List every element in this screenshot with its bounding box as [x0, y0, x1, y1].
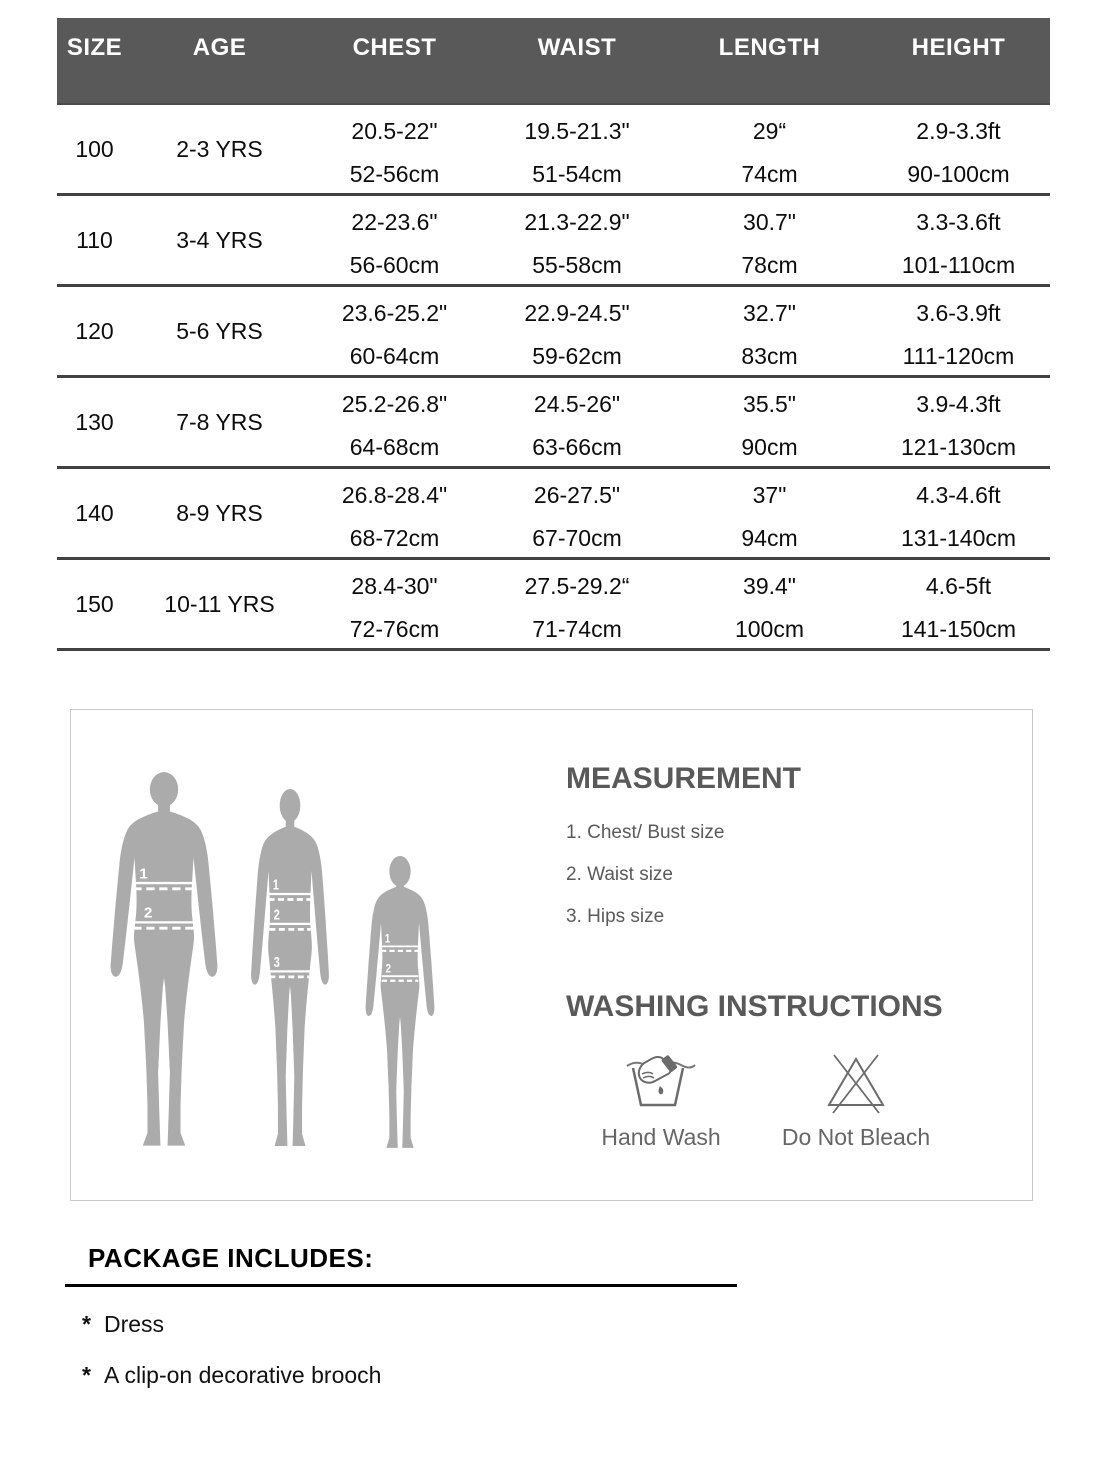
cm-value: 52-56cm	[349, 161, 440, 187]
child-waist-marker: 2	[385, 962, 392, 976]
size-cell: 150	[75, 590, 114, 617]
man-silhouette	[105, 772, 223, 1156]
cm-value: 51-54cm	[532, 161, 622, 187]
inch-value: 4.3-4.6ft	[916, 482, 1001, 508]
cm-value: 74cm	[741, 161, 798, 187]
woman-silhouette	[247, 789, 333, 1156]
measure-cell	[307, 378, 482, 466]
column-header-size: SIZE	[66, 34, 123, 61]
size-cell: 130	[75, 408, 114, 435]
measurement-item-chest: 1. Chest/ Bust size	[566, 822, 725, 843]
measurement-item-hips: 3. Hips size	[566, 906, 665, 927]
measure-cell	[482, 378, 672, 466]
size-cell: 140	[75, 499, 114, 526]
table-row	[57, 378, 1050, 469]
table-header-row	[57, 18, 1050, 105]
measure-cell	[307, 560, 482, 648]
bullet-asterisk: *	[82, 1362, 91, 1388]
table-row	[57, 105, 1050, 196]
hand-wash-label: Hand Wash	[601, 1124, 721, 1150]
do-not-bleach-symbol	[761, 1052, 951, 1151]
age-cell: 10-11 YRS	[164, 590, 275, 617]
package-item-label: A clip-on decorative brooch	[104, 1362, 382, 1388]
measure-cell	[867, 287, 1050, 375]
inch-value: 20.5-22"	[351, 118, 438, 144]
size-cell: 120	[75, 317, 114, 344]
column-header-waist: WAIST	[537, 34, 617, 61]
age-cell: 7-8 YRS	[176, 408, 263, 435]
cm-value: 90-100cm	[907, 161, 1010, 187]
measure-cell	[672, 196, 867, 284]
cm-value: 55-58cm	[532, 252, 622, 278]
package-underline	[65, 1284, 737, 1287]
measurement-item-waist: 2. Waist size	[566, 864, 673, 885]
measure-cell	[482, 287, 672, 375]
cm-value: 59-62cm	[532, 343, 622, 369]
inch-value: 24.5-26"	[533, 391, 621, 417]
woman-waist-marker: 2	[273, 906, 280, 923]
inch-value: 28.4-30"	[351, 573, 438, 599]
measure-cell	[672, 560, 867, 648]
inch-value: 19.5-21.3"	[524, 118, 630, 144]
measure-cell	[307, 196, 482, 284]
measure-cell	[867, 469, 1050, 557]
table-row	[57, 287, 1050, 378]
measurement-panel	[70, 709, 1033, 1201]
column-header-chest: CHEST	[352, 34, 437, 61]
cm-value: 83cm	[741, 343, 798, 369]
size-chart-table	[57, 18, 1050, 651]
package-item-dress	[82, 1311, 737, 1338]
package-includes-title: PACKAGE INCLUDES:	[88, 1243, 374, 1273]
cm-value: 101-110cm	[901, 252, 1016, 278]
woman-hips-marker: 3	[273, 953, 280, 971]
inch-value: 32.7"	[743, 300, 796, 326]
child-silhouette	[362, 856, 438, 1156]
measure-cell	[672, 287, 867, 375]
measure-cell	[482, 469, 672, 557]
inch-value: 27.5-29.2“	[524, 573, 630, 599]
inch-value: 21.3-22.9"	[524, 209, 630, 235]
age-cell: 5-6 YRS	[176, 317, 263, 344]
cm-value: 111-120cm	[902, 343, 1015, 369]
table-row	[57, 469, 1050, 560]
table-row	[57, 560, 1050, 651]
inch-value: 3.9-4.3ft	[916, 391, 1001, 417]
man-waist-marker: 2	[143, 904, 153, 922]
measure-cell	[867, 105, 1050, 193]
inch-value: 3.3-3.6ft	[916, 209, 1001, 235]
table-row	[57, 196, 1050, 287]
cm-value: 90cm	[741, 434, 798, 460]
inch-value: 30.7"	[743, 209, 796, 235]
column-header-height: HEIGHT	[911, 34, 1006, 61]
package-includes-section	[65, 1243, 737, 1389]
measure-cell	[867, 378, 1050, 466]
bullet-asterisk: *	[82, 1311, 91, 1337]
measure-cell	[307, 287, 482, 375]
size-cell: 100	[75, 135, 114, 162]
inch-value: 26.8-28.4"	[341, 482, 448, 508]
cm-value: 72-76cm	[349, 616, 440, 642]
measure-cell	[672, 378, 867, 466]
age-cell: 8-9 YRS	[176, 499, 263, 526]
cm-value: 94cm	[741, 525, 798, 551]
cm-value: 121-130cm	[900, 434, 1017, 460]
cm-value: 60-64cm	[349, 343, 440, 369]
inch-value: 22-23.6"	[351, 209, 438, 235]
man-chest-marker: 1	[139, 865, 148, 883]
inch-value: 3.6-3.9ft	[916, 300, 1001, 326]
measure-cell	[482, 105, 672, 193]
column-header-length: LENGTH	[718, 34, 821, 61]
woman-chest-marker: 1	[272, 876, 280, 893]
cm-value: 78cm	[741, 252, 798, 278]
size-table-body	[57, 105, 1050, 651]
cm-value: 71-74cm	[532, 616, 622, 642]
cm-value: 131-140cm	[900, 525, 1017, 551]
measure-cell	[672, 469, 867, 557]
cm-value: 100cm	[734, 616, 805, 642]
measure-cell	[482, 560, 672, 648]
do-not-bleach-label: Do Not Bleach	[781, 1124, 931, 1150]
measure-cell	[867, 196, 1050, 284]
hand-wash-icon	[624, 1052, 698, 1116]
cm-value: 67-70cm	[532, 525, 622, 551]
inch-value: 37"	[752, 482, 787, 508]
inch-value: 2.9-3.3ft	[916, 118, 1001, 144]
measurement-title: MEASUREMENT	[566, 762, 802, 795]
age-cell: 3-4 YRS	[176, 226, 263, 253]
package-item-brooch	[82, 1362, 737, 1389]
cm-value: 63-66cm	[532, 434, 622, 460]
inch-value: 35.5"	[743, 391, 796, 417]
cm-value: 64-68cm	[349, 434, 440, 460]
inch-value: 39.4"	[743, 573, 796, 599]
hand-wash-symbol	[566, 1052, 756, 1151]
child-chest-marker: 1	[384, 933, 391, 946]
cm-value: 141-150cm	[900, 616, 1017, 642]
inch-value: 26-27.5"	[533, 482, 621, 508]
measure-cell	[482, 196, 672, 284]
measure-cell	[307, 105, 482, 193]
cm-value: 56-60cm	[349, 252, 440, 278]
column-header-age: AGE	[192, 34, 247, 61]
cm-value: 68-72cm	[349, 525, 440, 551]
washing-instructions-title: WASHING INSTRUCTIONS	[566, 990, 943, 1023]
package-item-label: Dress	[104, 1311, 165, 1337]
measure-cell	[867, 560, 1050, 648]
do-not-bleach-icon	[822, 1052, 890, 1116]
panel-text-column	[566, 710, 1026, 1200]
inch-value: 4.6-5ft	[925, 573, 992, 599]
inch-value: 23.6-25.2"	[341, 300, 448, 326]
size-cell: 110	[76, 226, 113, 253]
inch-value: 29“	[752, 118, 787, 144]
measure-cell	[672, 105, 867, 193]
age-cell: 2-3 YRS	[176, 135, 263, 162]
inch-value: 22.9-24.5"	[524, 300, 630, 326]
measure-cell	[307, 469, 482, 557]
inch-value: 25.2-26.8"	[341, 391, 448, 417]
